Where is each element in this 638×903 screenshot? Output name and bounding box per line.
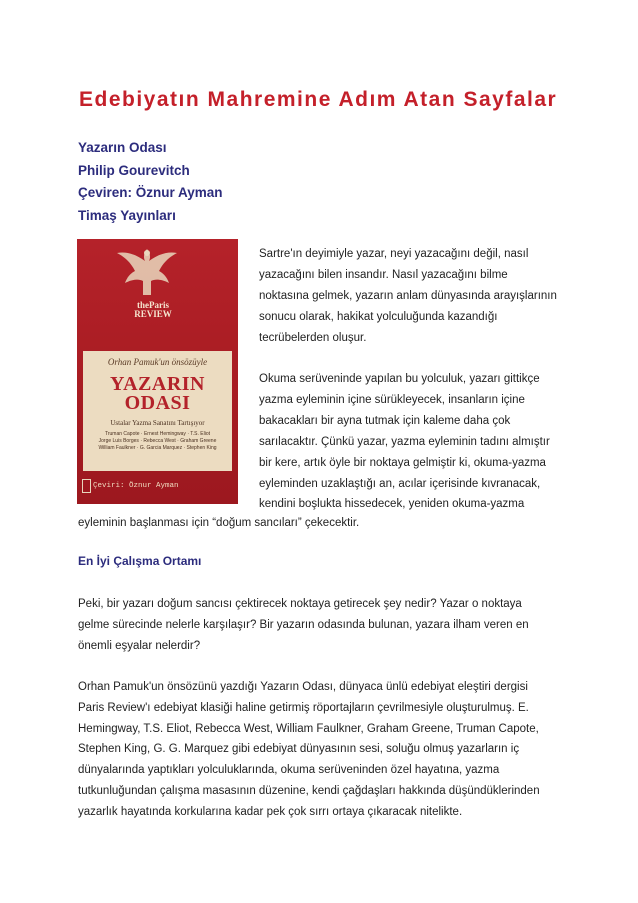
cover-translator: Çeviri: Öznur Ayman	[93, 482, 179, 490]
journey-paragraph-end: eyleminin başlanması için “doğum sancıları” çekecektir.	[78, 517, 360, 529]
cover-title-panel	[83, 351, 232, 471]
eagle-emblem-icon	[115, 243, 179, 303]
section-heading: En İyi Çalışma Ortamı	[78, 554, 202, 568]
paris-review-badge: theParis REVIEW	[134, 300, 172, 319]
cover-title: YAZARIN ODASI	[109, 373, 205, 414]
publisher-logo-icon	[82, 479, 91, 493]
book-cover-image	[77, 239, 238, 504]
book-author: Philip Gourevitch	[78, 162, 190, 178]
journey-paragraph: Okuma serüveninde yapılan bu yolculuk, yazarı gittikçe yazma eyleminin içine sürükleyecek, insanların içine bakacakları bir ayna tutmak için kaleme daha çok sarılacaktır. Çünkü yazar, yazma eyleminin tadını almıştır bir kere, artık öyle bir noktaya gelmiştir ki, okuma-yazma eyleminden uzaklaştığı an, acılar içerisinde kıvranacak, kendini boşlukta hissedecek, yeniden okuma-yazma	[259, 373, 550, 511]
cover-author-list: Truman Capote · Ernest Hemingway · T.S. Eliot Jorge Luis Borges · Rebecca West · Graham Greene William Faulkner · G. Garcia Marquez · Stephen King	[98, 431, 217, 451]
book-description-paragraph: Orhan Pamuk'un önsözünü yazdığı Yazarın Odası, dünyaca ünlü edebiyat eleştiri dergisi Paris Review'ı edebiyat klasiği haline getirmiş röportajların çevrilmesiyle oluşturulmuş. E. Hemingway, T.S. Eliot, Rebecca West, William Faulkner, Graham Greene, Truman Capote, Stephen King, G. G. Marquez gibi edebiyat dünyasının sesi, soluğu olmuş yazarların iç dünyalarında yaptıkları yolculuklarında, okuma serüveninden özel hayatına, yazma tutkunluğundan çalışma masasının düzenine, kendi çağdaşları hakkında düşündüklerinden yazarlık hayatında korkularına kadar pek çok sırrı ortaya çıkaracak nitelikte.	[78, 681, 540, 818]
book-translator: Çeviren: Öznur Ayman	[78, 185, 223, 200]
article-title: Edebiyatın Mahremine Adım Atan Sayfalar	[79, 88, 558, 111]
intro-paragraph: Sartre'ın deyimiyle yazar, neyi yazacağını değil, nasıl yazacağını bilen insandır. Nasıl yazacağını bilme noktasına gelmek, yazarın anlam dünyasında arayışlarının sonucu olarak, hakikat yolculuğunda kazandığı tecrübelerden oluşur.	[259, 248, 557, 344]
question-paragraph: Peki, bir yazarı doğum sancısı çektirecek noktaya getirecek şey nedir? Yazar o noktaya gelme sürecinde nelerle karşılaşır? Bir yazarın odasında bulunan, yazara ilham veren en önemli eşyalar nelerdir?	[78, 598, 529, 652]
book-publisher: Timaş Yayınları	[78, 207, 176, 223]
book-title: Yazarın Odası	[78, 140, 167, 155]
book-meta	[78, 137, 223, 227]
cover-subtitle: Ustalar Yazma Sanatını Tartışıyor	[110, 419, 205, 427]
cover-preface-note: Orhan Pamuk'un önsözüyle	[107, 357, 208, 367]
